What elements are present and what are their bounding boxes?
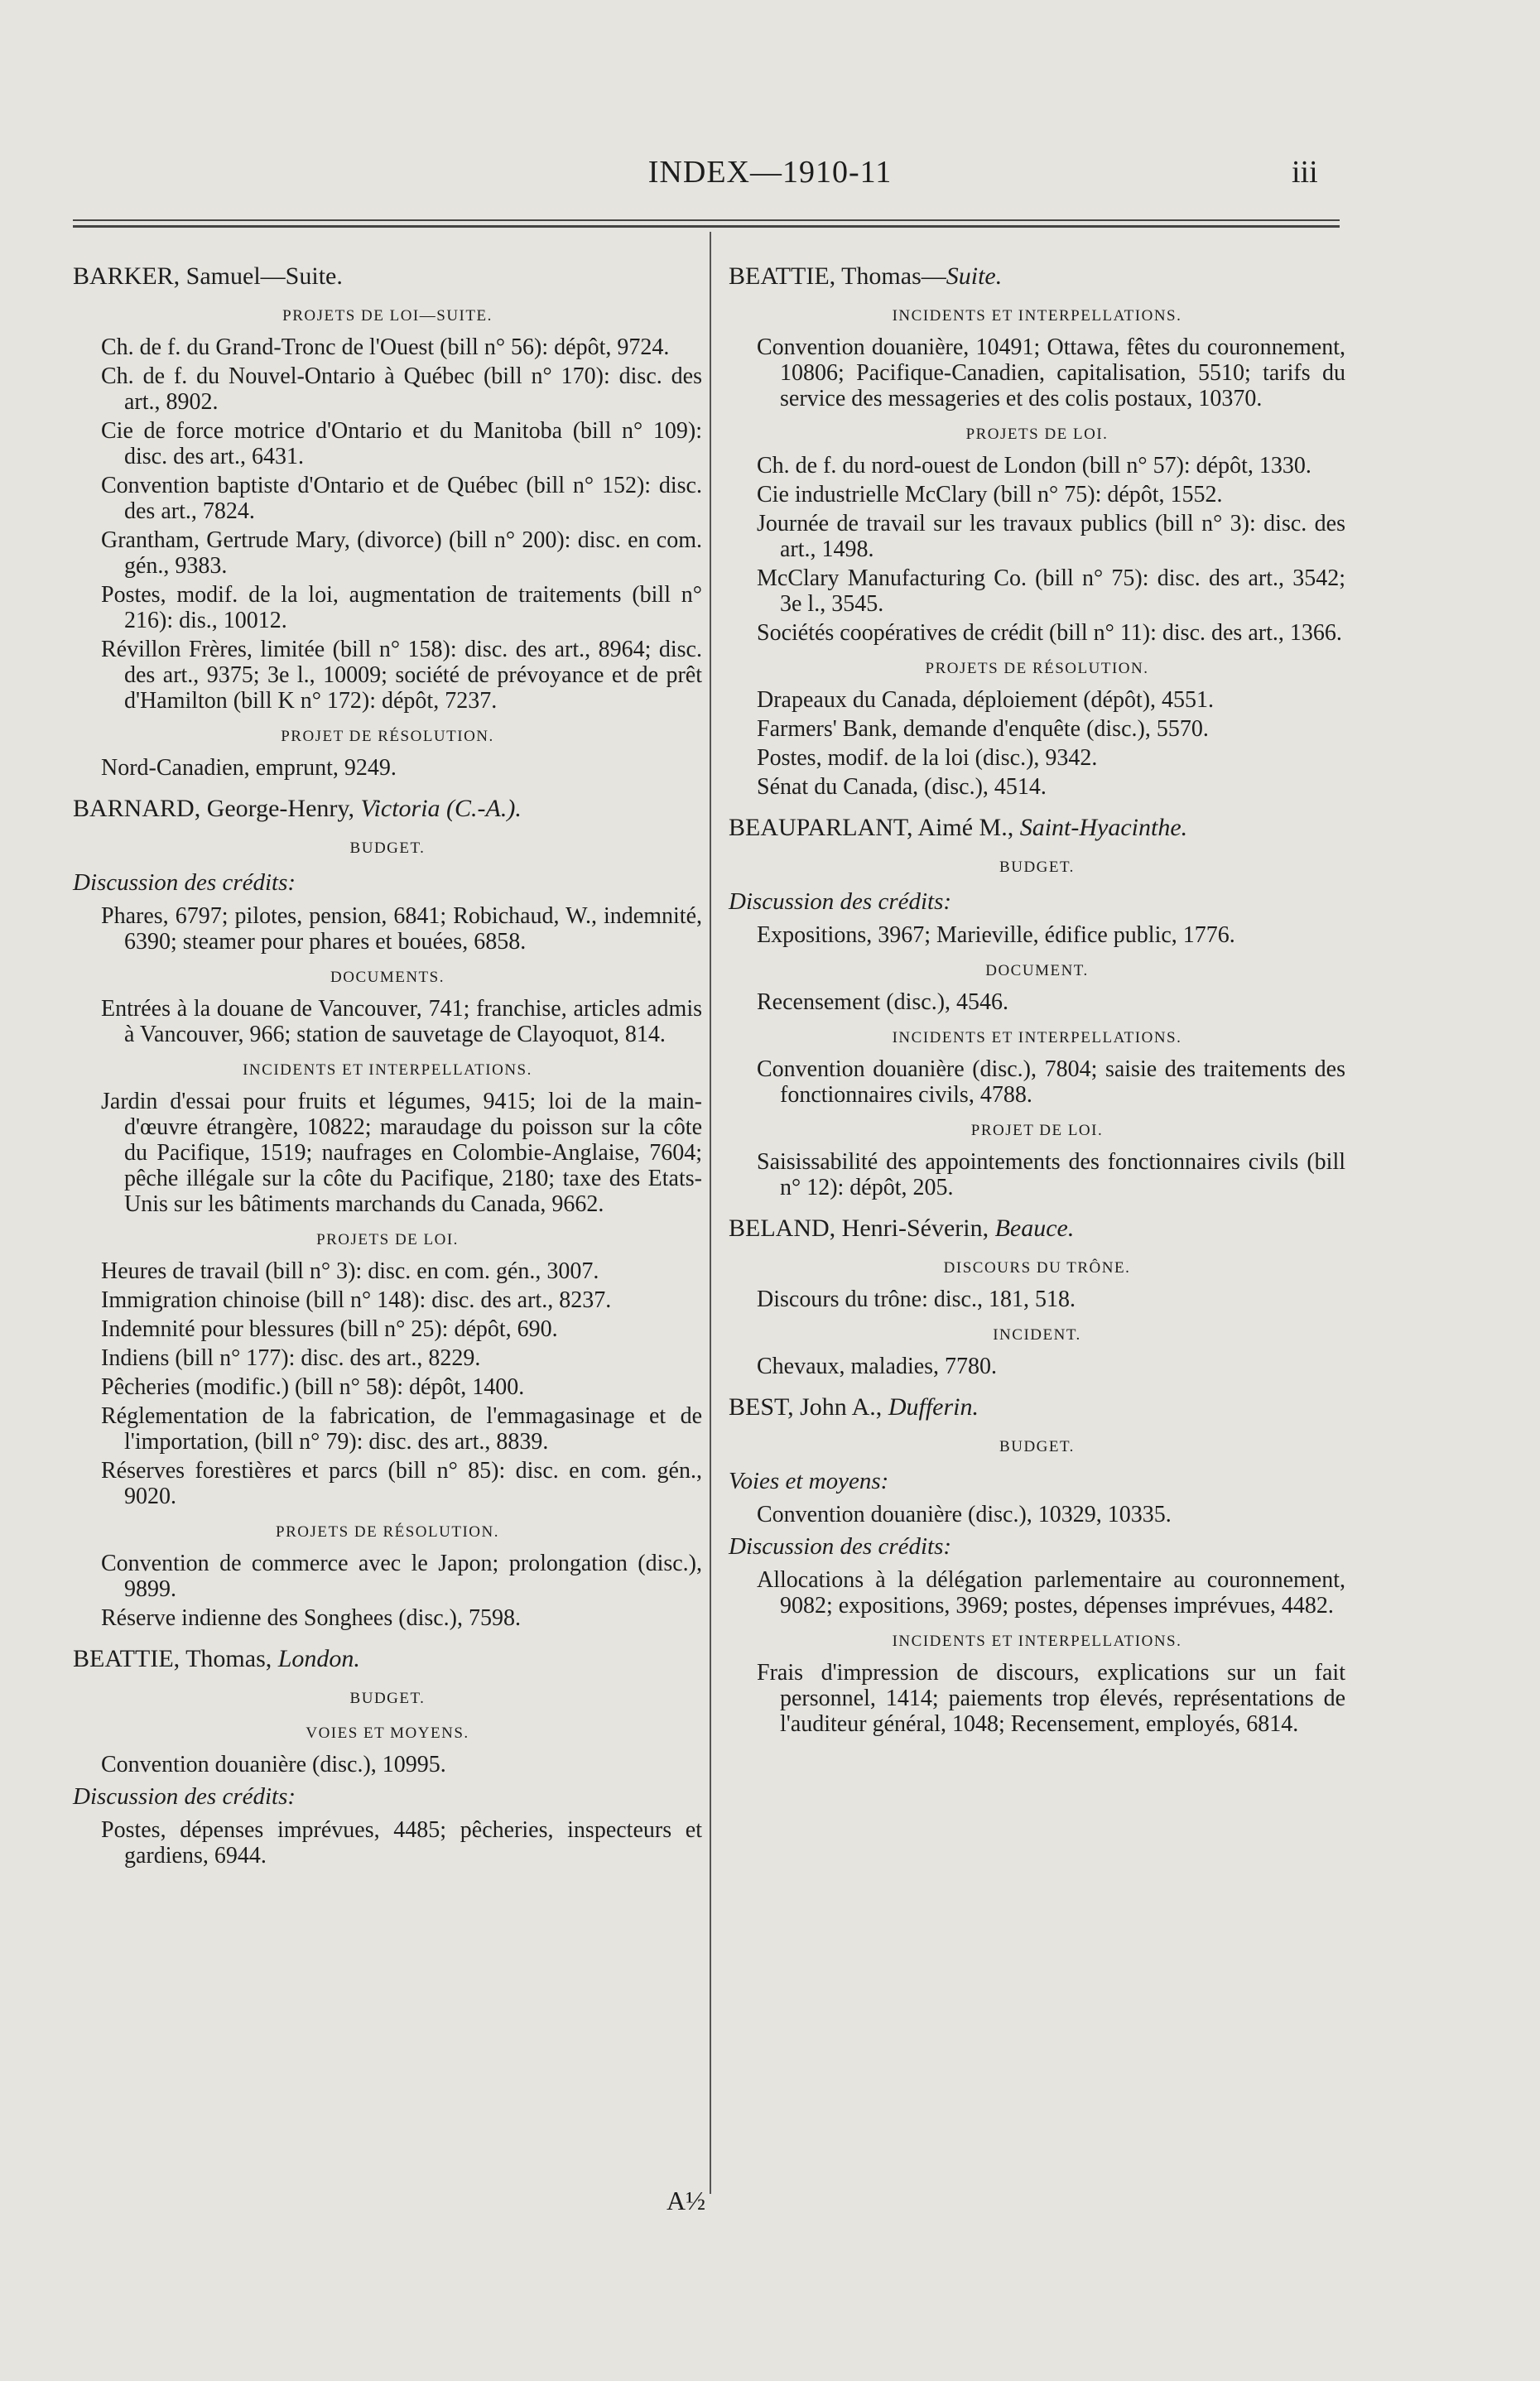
- index-item: Convention douanière (disc.), 7804; saisie des traitements des fonctionnaires civils, 4788.: [757, 1056, 1345, 1108]
- index-item: Pêcheries (modific.) (bill n° 58): dépôt, 1400.: [101, 1374, 525, 1400]
- subheading: Discussion des crédits:: [729, 888, 952, 915]
- subheading: Discussion des crédits:: [729, 1533, 952, 1560]
- index-item: Ch. de f. du nord-ouest de London (bill n° 57): dépôt, 1330.: [757, 453, 1311, 479]
- left-column: [73, 248, 702, 1872]
- column-divider: [710, 232, 711, 2194]
- index-name-entry: [729, 1391, 1345, 1424]
- index-item: Réserve indienne des Songhees (disc.), 7598.: [101, 1605, 521, 1631]
- section-heading: INCIDENTS ET INTERPELLATIONS.: [892, 1029, 1182, 1046]
- section-heading: INCIDENTS ET INTERPELLATIONS.: [892, 307, 1182, 325]
- index-item: Nord-Canadien, emprunt, 9249.: [101, 755, 397, 781]
- section-heading: PROJETS DE LOI—SUITE.: [282, 307, 493, 325]
- index-item: Postes, modif. de la loi, augmentation de traitements (bill n° 216): dis., 10012.: [101, 582, 702, 633]
- index-item: Convention douanière (disc.), 10329, 10335.: [757, 1502, 1172, 1527]
- page-number: iii: [1292, 155, 1318, 190]
- subheading: Discussion des crédits:: [73, 869, 296, 896]
- signature-mark: A½: [667, 2186, 706, 2215]
- right-column: [729, 248, 1345, 1740]
- section-heading: PROJET DE LOI.: [970, 1122, 1104, 1139]
- index-item: Indemnité pour blessures (bill n° 25): dépôt, 690.: [101, 1316, 558, 1342]
- index-item: Chevaux, maladies, 7780.: [757, 1354, 998, 1379]
- index-item: Immigration chinoise (bill n° 148): disc. des art., 8237.: [101, 1287, 612, 1313]
- index-name-entry: [73, 1643, 702, 1676]
- section-heading: VOIES ET MOYENS.: [306, 1724, 469, 1742]
- index-name: BEATTIE, Thomas,: [73, 1645, 278, 1672]
- section-heading: INCIDENT.: [993, 1326, 1081, 1344]
- index-item: Convention baptiste d'Ontario et de Québec (bill n° 152): disc. des art., 7824.: [101, 473, 702, 524]
- index-name: BEATTIE, Thomas—: [729, 262, 946, 290]
- section-heading: PROJETS DE LOI.: [965, 426, 1109, 443]
- section-heading: BUDGET.: [349, 839, 426, 857]
- index-item: Sénat du Canada, (disc.), 4514.: [757, 774, 1047, 800]
- section-heading: PROJETS DE LOI.: [316, 1231, 459, 1248]
- index-riding: Suite.: [946, 262, 1003, 290]
- index-item: Allocations à la délégation parlementaire au couronnement, 9082; expositions, 3969; postes, dépenses imprévues, 4482.: [757, 1567, 1345, 1619]
- index-riding: Victoria (C.-A.).: [360, 795, 522, 822]
- index-item: Postes, modif. de la loi (disc.), 9342.: [757, 745, 1098, 771]
- index-item: Convention de commerce avec le Japon; prolongation (disc.), 9899.: [101, 1551, 702, 1602]
- index-item: Cie industrielle McClary (bill n° 75): dépôt, 1552.: [757, 482, 1223, 507]
- index-riding: London.: [277, 1645, 360, 1672]
- section-heading: PROJETS DE RÉSOLUTION.: [276, 1523, 499, 1541]
- section-heading: BUDGET.: [349, 1690, 426, 1707]
- index-item: Postes, dépenses imprévues, 4485; pêcheries, inspecteurs et gardiens, 6944.: [101, 1817, 702, 1869]
- index-item: McClary Manufacturing Co. (bill n° 75): disc. des art., 3542; 3e l., 3545.: [757, 565, 1345, 617]
- index-riding: Saint-Hyacinthe.: [1019, 814, 1188, 841]
- index-name-entry: [729, 811, 1345, 844]
- index-item: Ch. de f. du Grand-Tronc de l'Ouest (bill n° 56): dépôt, 9724.: [101, 334, 670, 360]
- index-item: Frais d'impression de discours, explications sur un fait personnel, 1414; paiements trop élevés, représentations de l'auditeur général, 1048; Recensement, employés, 6814.: [757, 1660, 1345, 1737]
- section-heading: PROJET DE RÉSOLUTION.: [281, 728, 494, 745]
- section-heading: BUDGET.: [999, 859, 1075, 876]
- index-item: Discours du trône: disc., 181, 518.: [757, 1287, 1076, 1312]
- index-item: Recensement (disc.), 4546.: [757, 989, 1009, 1015]
- index-item: Cie de force motrice d'Ontario et du Manitoba (bill n° 109): disc. des art., 6431.: [101, 418, 702, 469]
- index-item: Entrées à la douane de Vancouver, 741; franchise, articles admis à Vancouver, 966; station de sauvetage de Clayoquot, 814.: [101, 996, 702, 1047]
- section-heading: PROJETS DE RÉSOLUTION.: [925, 660, 1149, 677]
- index-name-entry: [73, 260, 702, 293]
- index-name-entry: [729, 260, 1345, 293]
- index-item: Drapeaux du Canada, déploiement (dépôt), 4551.: [757, 687, 1215, 713]
- index-item: Réglementation de la fabrication, de l'emmagasinage et de l'importation, (bill n° 79): disc. des art., 8839.: [101, 1403, 702, 1455]
- index-item: Expositions, 3967; Marieville, édifice public, 1776.: [757, 922, 1235, 948]
- index-name: BEAUPARLANT, Aimé M.,: [729, 814, 1020, 841]
- subheading: Voies et moyens:: [729, 1468, 889, 1494]
- index-name-entry: [729, 1212, 1345, 1245]
- header-rule: [73, 219, 1340, 221]
- section-heading: INCIDENTS ET INTERPELLATIONS.: [243, 1061, 532, 1079]
- section-heading: DISCOURS DU TRÔNE.: [943, 1259, 1131, 1277]
- section-heading: DOCUMENTS.: [330, 969, 445, 986]
- index-item: Convention douanière, 10491; Ottawa, fêtes du couronnement, 10806; Pacifique-Canadien, capitalisation, 5510; tarifs du service des messageries et des colis postaux, 10370.: [757, 334, 1345, 411]
- header-rule-double: [73, 225, 1340, 228]
- index-item: Convention douanière (disc.), 10995.: [101, 1752, 446, 1777]
- index-item: Révillon Frères, limitée (bill n° 158): disc. des art., 8964; disc. des art., 9375; 3e l., 10009; société de prévoyance et de prêt d'Hamilton (bill K n° 172): dépôt, 7237.: [101, 637, 702, 714]
- index-item: Sociétés coopératives de crédit (bill n° 11): disc. des art., 1366.: [757, 620, 1342, 646]
- index-item: Journée de travail sur les travaux publics (bill n° 3): disc. des art., 1498.: [757, 511, 1345, 562]
- section-heading: DOCUMENT.: [985, 962, 1089, 979]
- index-riding: Beauce.: [994, 1215, 1075, 1242]
- index-item: Indiens (bill n° 177): disc. des art., 8229.: [101, 1345, 481, 1371]
- index-item: Saisissabilité des appointements des fonctionnaires civils (bill n° 12): dépôt, 205.: [757, 1149, 1345, 1200]
- index-item: Grantham, Gertrude Mary, (divorce) (bill n° 200): disc. en com. gén., 9383.: [101, 527, 702, 579]
- index-name-entry: [73, 792, 702, 825]
- index-item: Jardin d'essai pour fruits et légumes, 9415; loi de la main-d'œuvre étrangère, 10822; maraudage du poisson sur la côte du Pacifique, 1519; naufrages en Colombie-Anglaise, 7604; pêche illégale sur la côte du Pacifique, 2180; taxe des Etats-Unis sur les bâtiments marchands du Canada, 9662.: [101, 1089, 702, 1217]
- subheading: Discussion des crédits:: [73, 1783, 296, 1810]
- index-item: Phares, 6797; pilotes, pension, 6841; Robichaud, W., indemnité, 6390; steamer pour phares et bouées, 6858.: [101, 903, 702, 955]
- section-heading: BUDGET.: [999, 1438, 1075, 1455]
- index-name: BARKER, Samuel—Suite.: [73, 262, 343, 290]
- index-item: Heures de travail (bill n° 3): disc. en com. gén., 3007.: [101, 1258, 599, 1284]
- index-name: BEST, John A.,: [729, 1393, 888, 1421]
- index-item: Ch. de f. du Nouvel-Ontario à Québec (bill n° 170): disc. des art., 8902.: [101, 363, 702, 415]
- index-name: BELAND, Henri-Séverin,: [729, 1215, 995, 1242]
- index-name: BARNARD, George-Henry,: [73, 795, 361, 822]
- section-heading: INCIDENTS ET INTERPELLATIONS.: [892, 1633, 1182, 1650]
- page-header: [0, 141, 1540, 199]
- running-title: INDEX—1910-11: [647, 155, 893, 190]
- index-item: Farmers' Bank, demande d'enquête (disc.), 5570.: [757, 716, 1209, 742]
- index-item: Réserves forestières et parcs (bill n° 85): disc. en com. gén., 9020.: [101, 1458, 702, 1509]
- index-riding: Dufferin.: [888, 1393, 979, 1421]
